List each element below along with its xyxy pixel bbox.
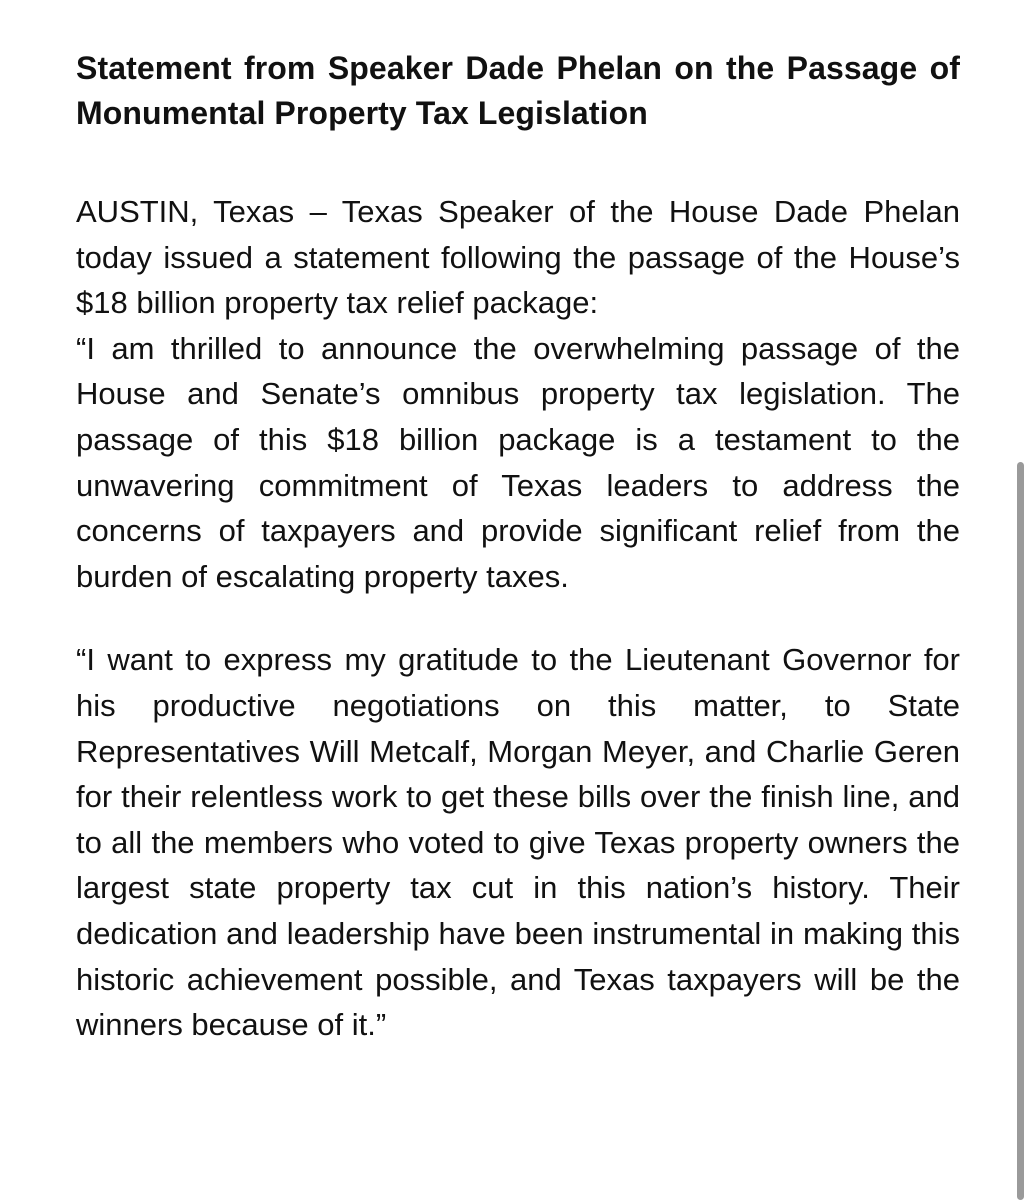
document-page [76,46,960,1048]
paragraph-quote-2: “I want to express my gratitude to the Lieutenant Governor for his productive negotiations on this matter, to State Representatives Will Metcalf, Morgan Meyer, and Charlie Geren for their relentless work to get these bills over the finish line, and to all the members who voted to give Texas property owners the largest state property tax cut in this nation’s history. Their dedication and leadership have been instrumental in making this historic achievement possible, and Texas taxpayers will be the winners because of it.” [76,642,960,1043]
paragraph-intro: AUSTIN, Texas – Texas Speaker of the House Dade Phelan today issued a statement following the passage of the House’s $18 billion property tax relief package: [76,194,960,321]
document-title: Statement from Speaker Dade Phelan on the Passage of Monumental Property Tax Legislation [76,50,960,131]
paragraph-quote-1: “I am thrilled to announce the overwhelming passage of the House and Senate’s omnibus property tax legislation. The passage of this $18 billion package is a testament to the unwavering commitment of Texas leaders to address the concerns of taxpayers and provide significant relief from the burden of escalating property taxes. [76,330,960,594]
vertical-scrollbar[interactable] [1017,462,1024,1200]
